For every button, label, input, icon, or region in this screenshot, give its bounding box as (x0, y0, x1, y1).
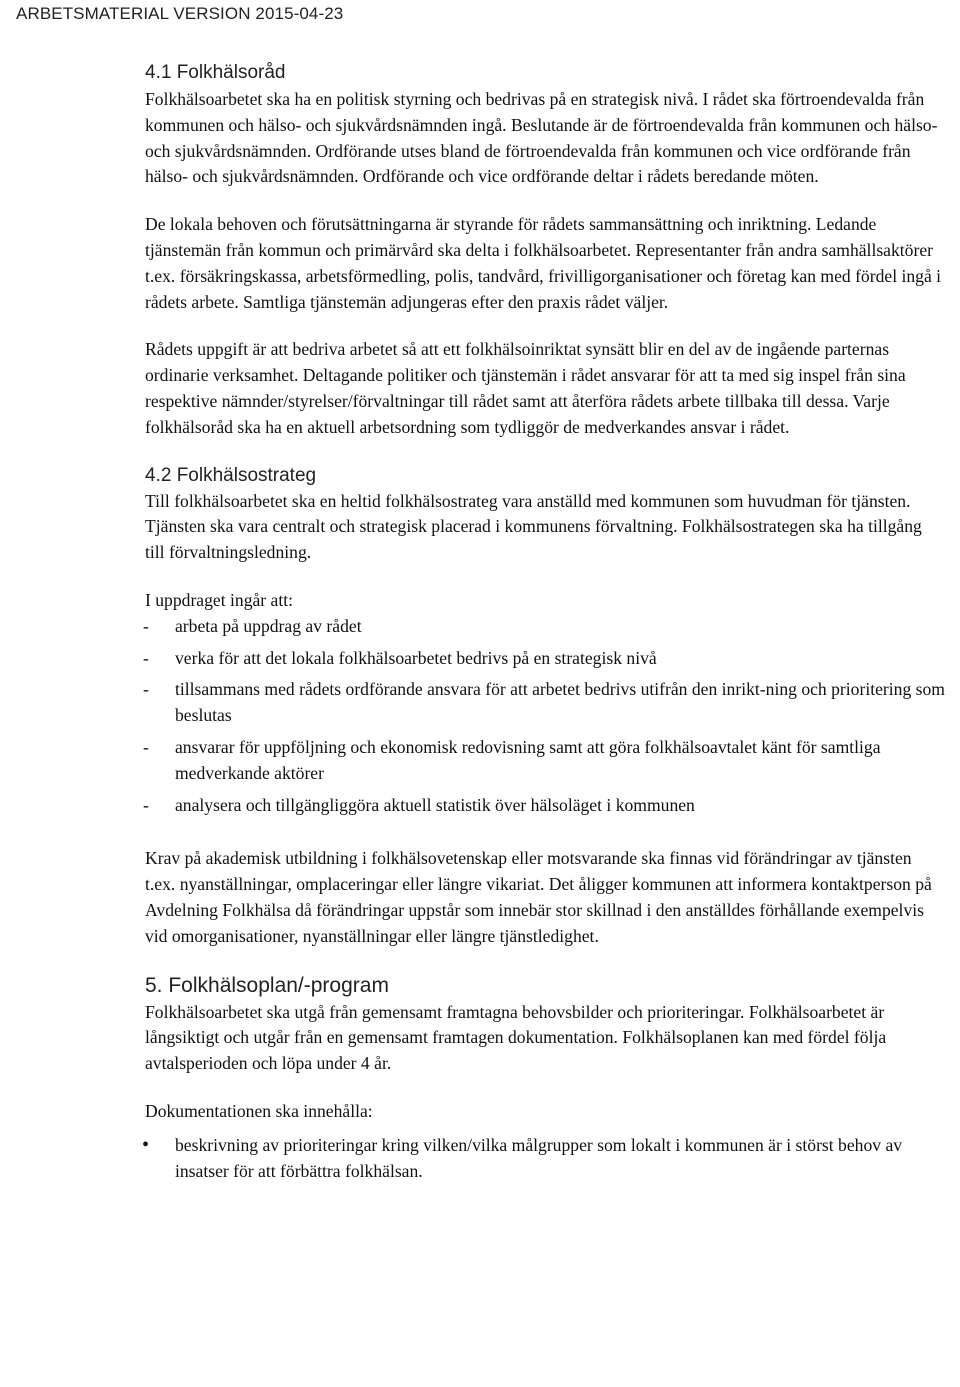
list-item: - verka för att det lokala folkhälsoarbetet bedrivs på en strategisk nivå (145, 646, 945, 672)
list-item: - analysera och tillgängliggöra aktuell statistik över hälsoläget i kommunen (145, 793, 945, 819)
list-item: - ansvarar för uppföljning och ekonomisk redovisning samt att göra folkhälsoavtalet känt för samtliga medverkande aktörer (145, 735, 945, 787)
section-4-2-paragraph-1: Till folkhälsoarbetet ska en heltid folkhälsostrateg vara anställd med kommunen som huvudman för tjänsten. Tjänsten ska vara centralt och strategisk placerad i kommunens förvaltning. Folkhälsostrategen ska ha tillgång till förvaltningsledning. (145, 490, 922, 563)
section-4-2-heading: 4.2 Folkhälsostrateg (145, 464, 317, 486)
section-4-1-paragraph-2: De lokala behoven och förutsättningarna är styrande för rådets sammansättning och inriktning. Ledande tjänstemän från kommun och primärvård ska delta i folkhälsoarbetet. Representanter från andra samhällsaktörer t.ex. försäkringskassa, arbetsförmedling, polis, tandvård, frivilligorganisationer och företag kan med fördel ingå i rådets arbete. Samtliga tjänstemän adjungeras efter den praxis rådet väljer. (145, 214, 942, 312)
section-5-paragraph-1: Folkhälsoarbetet ska utgå från gemensamt framtagna behovsbilder och prioriteringar. Folkhälsoarbetet är långsiktigt och utgår från en gemensamt framtagen dokumentation. Folkhälsoplanen kan med fördel följa avtalsperioden och löpa under 4 år. (145, 1001, 887, 1074)
section-4-1-paragraph-1: Folkhälsoarbetet ska ha en politisk styrning och bedrivas på en strategisk nivå. I rådet ska förtroendevalda från kommunen och hälso- och sjukvårdsnämnden ingå. Beslutande är de förtroendevalda från kommunen och hälso- och sjukvårdsnämnden. Ordförande utses bland de förtroendevalda från kommunen och vice ordförande från hälso- och sjukvårdsnämnden. Ordförande och vice ordförande deltar i rådets beredande möten. (145, 89, 938, 187)
section-4-1-paragraph-3: Rådets uppgift är att bedriva arbetet så att ett folkhälsoinriktat synsätt blir en del av de ingående parternas ordinarie verksamhet. Deltagande politiker och tjänstemän i rådet ansvarar för att ta med sig inspel från sina respektive nämnder/styrelser/förvaltningar till rådet samt att återföra rådets arbete tillbaka till dessa. Varje folkhälsoråd ska ha en aktuell arbetsordning som tydliggör de medverkandes ansvar i rådet. (145, 339, 906, 437)
documentation-intro: Dokumentationen ska innehålla: (145, 1100, 373, 1121)
list-item: • beskrivning av prioriteringar kring vilken/vilka målgrupper som lokalt i kommunen är i störst behov av insatser för att förbättra folkhälsan. (145, 1133, 945, 1185)
assignment-list (145, 614, 945, 819)
section-5-heading: 5. Folkhälsoplan/-program (145, 973, 389, 997)
section-4-2-paragraph-2: Krav på akademisk utbildning i folkhälsovetenskap eller motsvarande ska finnas vid förändringar av tjänsten t.ex. nyanställningar, omplaceringar eller längre vikariat. Det åligger kommunen att informera kontaktperson på Avdelning Folkhälsa då förändringar uppstår som innebär stor skillnad i den anställdes förhållande exempelvis vid omorganisationer, nyanställningar eller längre tjänstledighet. (145, 848, 932, 946)
assignment-list-intro: I uppdraget ingår att: (145, 589, 294, 610)
documentation-list (145, 1133, 945, 1185)
section-4-1-heading: 4.1 Folkhälsoråd (145, 62, 286, 83)
list-item: - tillsammans med rådets ordförande ansvara för att arbetet bedrivs utifrån den inrikt-ning och prioritering som beslutas (145, 677, 945, 729)
list-item: - arbeta på uppdrag av rådet (145, 614, 945, 640)
version-header: ARBETSMATERIAL VERSION 2015-04-23 (16, 4, 344, 23)
document-body (145, 60, 945, 1184)
